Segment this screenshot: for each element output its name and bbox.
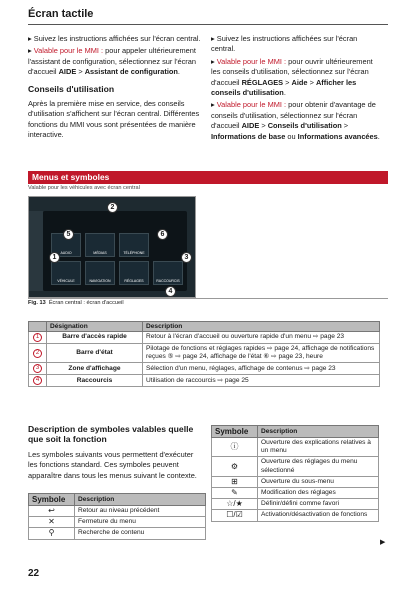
- symbols-heading: Description de symboles valables quelle que soit la fonction: [28, 424, 194, 445]
- table-row: 1 Barre d'accès rapide Retour à l'écran d'accueil ou ouverture rapide d'un menu ⇨ page 23: [29, 332, 380, 344]
- back-icon: ↩: [29, 506, 75, 517]
- checkbox-icon: ☐/☑: [212, 510, 258, 521]
- intro-paragraph: Après la première mise en service, des conseils d'utilisation s'affichent sur l'écran central. Différentes fonctions du MMI vous sont présentées de manière interactive.: [28, 99, 200, 140]
- callout-1: 1: [49, 252, 60, 263]
- symbols-paragraph: Les symboles suivants vous permettent d'exécuter les fonctions standard. Ces symboles peuvent apparaître dans tous les menus suivant le contexte.: [28, 449, 197, 480]
- symbols-intro: [28, 424, 204, 483]
- tile-audio: AUDIO: [51, 233, 81, 257]
- tile-phone: TÉLÉPHONE: [119, 233, 149, 257]
- display-area: [43, 211, 187, 291]
- right-bullet-3: ▸ Valable pour le MMI : pour obtenir d'avantage de conseils d'utilisation, sélectionnez sur l'écran d'accueil AIDE > Conseils d'utilisation > Informations de base ou Informations avancées.: [211, 100, 380, 141]
- symbols-table-left: Symbole Description ↩ Retour au niveau précédent ✕ Fermeture du menu ⚲ Recherche de contenu: [28, 493, 206, 540]
- home-screen-figure: [28, 196, 196, 298]
- tile-navigation: NAVIGATION: [85, 261, 115, 285]
- header-divider: [28, 24, 388, 25]
- left-bullet-2: ▸ Valable pour le MMI : pour appeler ultérieurement l'assistant de configuration, sélectionnez sur l'écran d'accueil AIDE > Assistant de configuration.: [28, 46, 196, 77]
- callout-3: 3: [181, 252, 192, 263]
- tile-settings: RÉGLAGES: [119, 261, 149, 285]
- table-row: ☆/★ Définir/défini comme favori: [212, 499, 379, 510]
- symbols-table-right: Symbole Description ⓘ Ouverture des explications relatives à un menu ⚙ Ouverture des réglages du menu sélectionné ⊞ Ouverture du sous-menu ✎ Modification des réglages ☆/★ Définir/défini comme favori ☐/☑ Activation/désactivation de fonctions: [211, 425, 379, 522]
- submenu-icon: ⊞: [212, 476, 258, 487]
- caption-divider: [28, 298, 388, 299]
- right-bullet-2: ▸ Valable pour le MMI : pour ouvrir ultérieurement les conseils d'utilisation, sélectionnez sur l'écran d'accueil RÉGLAGES > Aide > Afficher les conseils d'utilisation.: [211, 56, 373, 98]
- table-row: ☐/☑ Activation/désactivation de fonctions: [212, 510, 379, 521]
- table-row: 4 Raccourcis Utilisation de raccourcis ⇨ page 25: [29, 375, 380, 387]
- edit-icon: ✎: [212, 488, 258, 499]
- table-row: 2 Barre d'état Pilotage de fonctions et réglages rapides ⇨ page 24, affichage de notifications reçues ⑤ ⇨ page 24, affichage de l'état ⑥ ⇨ page 23, heure: [29, 344, 380, 363]
- table-row: ⚙ Ouverture des réglages du menu sélectionné: [212, 457, 379, 476]
- section-subtitle: Valable pour les véhicules avec écran central: [28, 185, 140, 191]
- table-row: 3 Zone d'affichage Sélection d'un menu, réglages, affichage de contenus ⇨ page 23: [29, 363, 380, 375]
- table-row: ⚲ Recherche de contenu: [29, 528, 206, 539]
- callout-5: 5: [63, 229, 74, 240]
- page-number: 22: [28, 568, 40, 579]
- figure-caption: Fig. 13 Écran central : écran d'accueil: [28, 300, 124, 306]
- section-heading: Conseils d'utilisation: [28, 83, 115, 94]
- left-column: [28, 34, 204, 143]
- right-column: [211, 34, 381, 144]
- table-row: ↩ Retour au niveau précédent: [29, 506, 206, 517]
- legend-table: Désignation Description 1 Barre d'accès rapide Retour à l'écran d'accueil ou ouverture rapide d'un menu ⇨ page 23 2 Barre d'état Pilotage de fonctions et réglages rapides ⇨ page 24, affichage de notifications reçues ⑤ ⇨ page 24, affichage de l'état ⑥ ⇨ page 23, heure 3 Zone d'affichage Sélection d'un menu, réglages, affichage de contenus ⇨ page 23 4 Raccourcis Utilisation de raccourcis ⇨ page 25: [28, 321, 380, 387]
- gear-icon: ⚙: [212, 457, 258, 476]
- search-icon: ⚲: [29, 528, 75, 539]
- close-icon: ✕: [29, 517, 75, 528]
- quick-access-bar: [29, 211, 43, 291]
- table-row: ⊞ Ouverture du sous-menu: [212, 476, 379, 487]
- callout-6: 6: [157, 229, 168, 240]
- continue-arrow-icon: ▶: [380, 539, 386, 546]
- right-bullet-1: ▸ Suivez les instructions affichées sur l'écran central.: [211, 34, 358, 54]
- tile-vehicle: VÉHICULE: [51, 261, 81, 285]
- callout-4: 4: [165, 286, 176, 297]
- info-icon: ⓘ: [212, 438, 258, 457]
- table-row: ✕ Fermeture du menu: [29, 517, 206, 528]
- table-row: ⓘ Ouverture des explications relatives à un menu: [212, 438, 379, 457]
- star-icon: ☆/★: [212, 499, 258, 510]
- page-header: Écran tactile: [28, 8, 94, 20]
- left-bullet-1: ▸ Suivez les instructions affichées sur l'écran central.: [28, 34, 201, 43]
- callout-2: 2: [107, 202, 118, 213]
- tile-media: MÉDIAS: [85, 233, 115, 257]
- table-row: ✎ Modification des réglages: [212, 488, 379, 499]
- tile-shortcuts: RACCOURCIS: [153, 261, 183, 285]
- section-banner: Menus et symboles: [28, 171, 388, 184]
